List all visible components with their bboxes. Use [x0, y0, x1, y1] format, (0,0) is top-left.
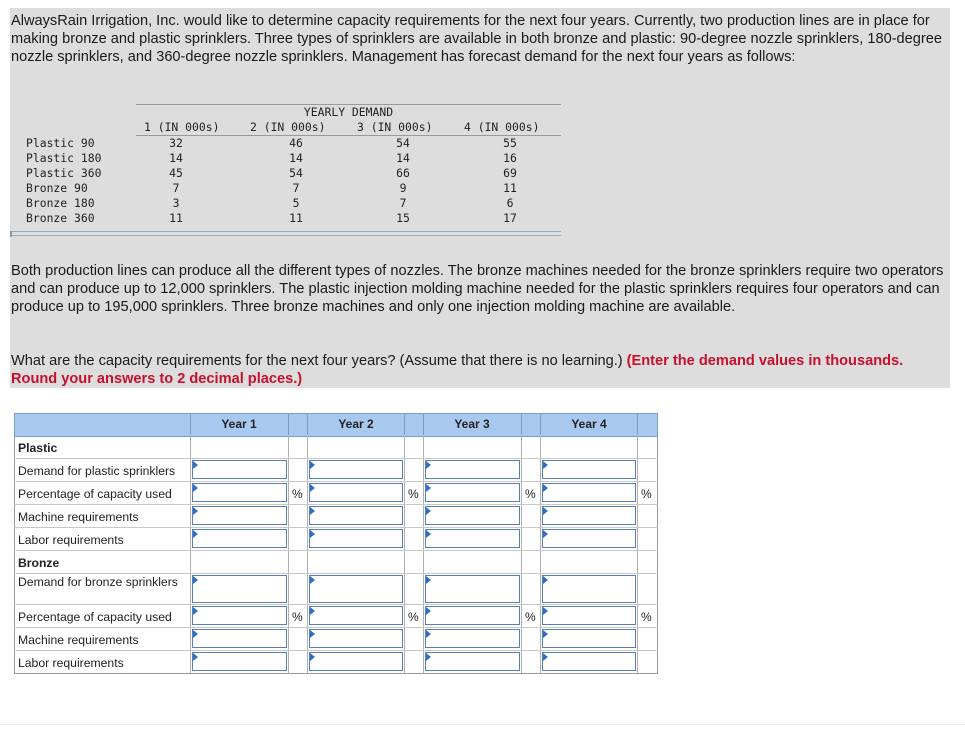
plastic-capacity-year3-input[interactable] [425, 483, 520, 502]
demand-cell: 14 [169, 151, 183, 165]
bronze-demand-year1-input[interactable] [192, 575, 287, 603]
plastic-labor-year1-input[interactable] [192, 529, 287, 548]
demand-row-label: Bronze 180 [26, 196, 95, 210]
row-divider [14, 504, 658, 505]
plastic-demand-year4-input[interactable] [542, 460, 636, 479]
demand-col-header-1: 1 (IN 000s) [144, 120, 220, 134]
column-divider [521, 436, 522, 673]
bronze-machine-year2-input[interactable] [309, 629, 403, 648]
row-divider [14, 627, 658, 628]
demand-table-title: YEARLY DEMAND [303, 105, 394, 119]
row-divider [14, 458, 658, 459]
column-divider [540, 413, 541, 435]
plastic-capacity-year2-input[interactable] [309, 483, 403, 502]
demand-row-label: Plastic 90 [26, 136, 95, 150]
row-divider [14, 481, 658, 482]
page-divider [0, 724, 965, 725]
question-text: What are the capacity requirements for the next four years? (Assume that there is no learning.) [11, 353, 627, 369]
intro-paragraph: AlwaysRain Irrigation, Inc. would like to determine capacity requirements for the next four years. Currently, two production lines are in place for making bronze and plastic sprinklers. Three types of sprinklers are available in both bronze and plastic: 90-degree nozzle sprinklers, 180-degree nozzle sprinklers, and 360-degree nozzle sprinklers. Management has forecast demand for the next four years as follows: [11, 13, 942, 65]
bronze-demand-year3-input[interactable] [425, 575, 520, 603]
plastic-demand-year2-input[interactable] [309, 460, 403, 479]
bronze-labor-year3-input[interactable] [425, 652, 520, 671]
question-paragraph [11, 352, 946, 388]
percent-symbol: % [408, 487, 419, 501]
plastic-capacity-year4-input[interactable] [542, 483, 636, 502]
demand-cell: 7 [292, 181, 300, 195]
demand-cell: 32 [169, 136, 183, 150]
plastic-machine-label: Machine requirements [18, 510, 139, 524]
plastic-machine-year2-input[interactable] [309, 506, 403, 525]
bronze-labor-year1-input[interactable] [192, 652, 287, 671]
demand-cell: 14 [289, 151, 303, 165]
plastic-labor-year3-input[interactable] [425, 529, 520, 548]
bronze-capacity-year1-input[interactable] [192, 606, 287, 625]
demand-cell: 17 [503, 211, 517, 225]
year-3-header: Year 3 [454, 417, 490, 431]
bronze-labor-label: Labor requirements [18, 656, 124, 670]
row-divider [14, 527, 658, 528]
demand-cell: 9 [399, 181, 407, 195]
percent-symbol: % [641, 610, 652, 624]
row-divider [14, 550, 658, 551]
row-divider [14, 573, 658, 574]
percent-symbol: % [525, 610, 536, 624]
demand-table [10, 104, 561, 244]
bronze-machine-label: Machine requirements [18, 633, 139, 647]
demand-col-header-3: 3 (IN 000s) [357, 120, 433, 134]
plastic-capacity-label: Percentage of capacity used [18, 487, 172, 501]
column-divider [540, 436, 541, 673]
percent-symbol: % [641, 487, 652, 501]
percent-symbol: % [292, 487, 303, 501]
production-paragraph: Both production lines can produce all the different types of nozzles. The bronze machines needed for the bronze sprinklers require two operators and can produce up to 12,000 sprinklers. The plastic injection molding machine needed for the plastic sprinklers requires four operators and can produce up to 195,000 sprinklers. Three bronze machines and only one injection molding machine are available. [11, 263, 944, 315]
percent-symbol: % [408, 610, 419, 624]
column-divider [637, 413, 638, 435]
demand-cell: 54 [396, 136, 410, 150]
column-divider [307, 413, 308, 435]
plastic-capacity-year1-input[interactable] [192, 483, 287, 502]
bronze-capacity-label: Percentage of capacity used [18, 610, 172, 624]
demand-cell: 55 [503, 136, 517, 150]
plastic-demand-year3-input[interactable] [425, 460, 520, 479]
demand-row-label: Plastic 360 [26, 166, 102, 180]
demand-col-header-2: 2 (IN 000s) [250, 120, 326, 134]
plastic-section-header: Plastic [18, 441, 58, 455]
demand-cell: 54 [289, 166, 303, 180]
year-1-header: Year 1 [221, 417, 257, 431]
column-divider [423, 413, 424, 435]
demand-cell: 5 [292, 196, 300, 210]
plastic-machine-year1-input[interactable] [192, 506, 287, 525]
row-divider [14, 604, 658, 605]
demand-cell: 66 [396, 166, 410, 180]
column-divider [637, 436, 638, 673]
year-2-header: Year 2 [338, 417, 374, 431]
column-divider [288, 413, 289, 435]
demand-cell: 46 [289, 136, 303, 150]
bronze-demand-label: Demand for bronze sprinklers [18, 575, 178, 589]
plastic-machine-year4-input[interactable] [542, 506, 636, 525]
table-rule [10, 231, 12, 237]
demand-cell: 11 [503, 181, 517, 195]
percent-symbol: % [525, 487, 536, 501]
demand-cell: 7 [172, 181, 180, 195]
demand-cell: 15 [396, 211, 410, 225]
bronze-section-header: Bronze [18, 556, 60, 570]
bronze-machine-year1-input[interactable] [192, 629, 287, 648]
demand-row-label: Plastic 180 [26, 151, 102, 165]
demand-cell: 6 [506, 196, 514, 210]
bronze-machine-year3-input[interactable] [425, 629, 520, 648]
demand-cell: 7 [399, 196, 407, 210]
bronze-demand-year2-input[interactable] [309, 575, 403, 603]
column-divider [288, 436, 289, 673]
plastic-demand-label: Demand for plastic sprinklers [18, 464, 176, 478]
plastic-machine-year3-input[interactable] [425, 506, 520, 525]
column-divider [404, 436, 405, 673]
percent-symbol: % [292, 610, 303, 624]
row-divider [14, 650, 658, 651]
table-rule [10, 235, 561, 236]
demand-cell: 45 [169, 166, 183, 180]
plastic-demand-year1-input[interactable] [192, 460, 287, 479]
demand-row-label: Bronze 360 [26, 211, 95, 225]
instruction-text: (Enter the demand values in thousands. Round your answers to 2 decimal places.) [11, 353, 904, 387]
demand-cell: 3 [172, 196, 180, 210]
column-divider [521, 413, 522, 435]
column-divider [423, 436, 424, 673]
bronze-labor-year2-input[interactable] [309, 652, 403, 671]
year-4-header: Year 4 [571, 417, 607, 431]
bronze-capacity-year3-input[interactable] [425, 606, 520, 625]
bronze-capacity-year4-input[interactable] [542, 606, 636, 625]
plastic-labor-year4-input[interactable] [542, 529, 636, 548]
answer-table [14, 413, 658, 674]
table-rule [10, 231, 561, 232]
demand-cell: 11 [169, 211, 183, 225]
demand-cell: 16 [503, 151, 517, 165]
demand-cell: 11 [289, 211, 303, 225]
bronze-labor-year4-input[interactable] [542, 652, 636, 671]
bronze-machine-year4-input[interactable] [542, 629, 636, 648]
bronze-demand-year4-input[interactable] [542, 575, 636, 603]
plastic-labor-label: Labor requirements [18, 533, 124, 547]
demand-cell: 14 [396, 151, 410, 165]
demand-cell: 69 [503, 166, 517, 180]
column-divider [190, 413, 191, 435]
column-divider [404, 413, 405, 435]
column-divider [190, 436, 191, 673]
demand-col-header-4: 4 (IN 000s) [464, 120, 540, 134]
column-divider [307, 436, 308, 673]
bronze-capacity-year2-input[interactable] [309, 606, 403, 625]
plastic-labor-year2-input[interactable] [309, 529, 403, 548]
demand-row-label: Bronze 90 [26, 181, 88, 195]
